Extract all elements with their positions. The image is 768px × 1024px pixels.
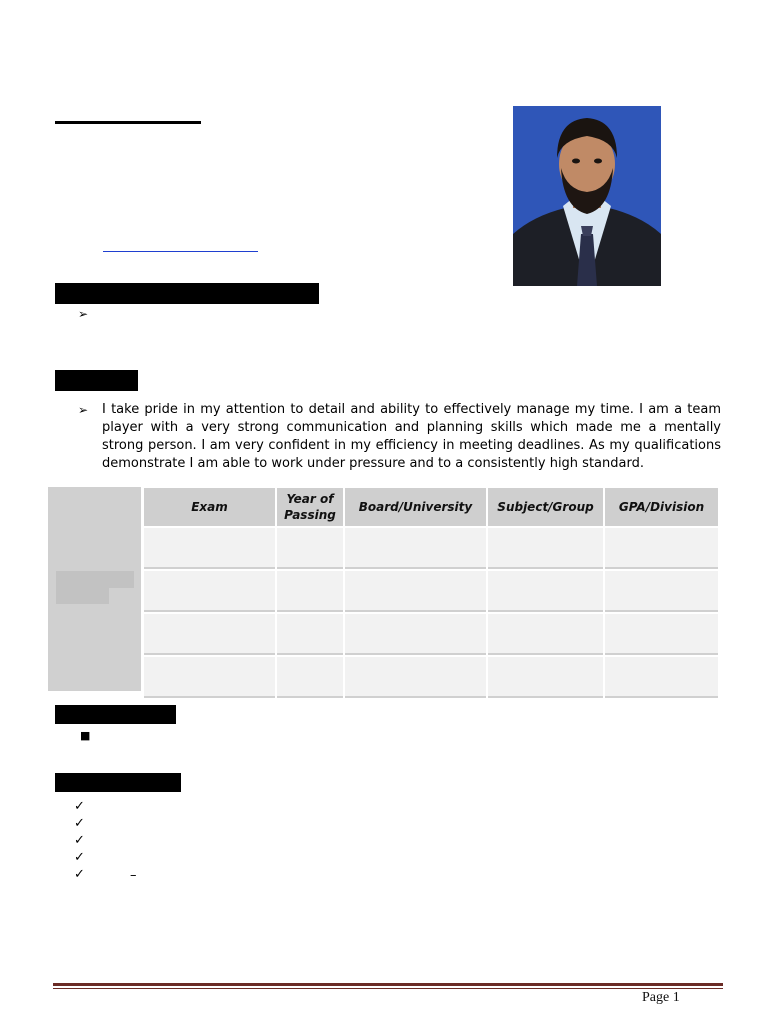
table-cell [144, 528, 275, 569]
objective-text: I take pride in my attention to detail and ability to effectively manage my time. I am a team player with a very strong communication and planning skills which made me a mentally strong person. I am very confident in my efficiency in meeting deadlines. As my qualifications demonstrate I am able to work under pressure and to a consistently high standard. [102, 402, 721, 471]
column-header: Subject/Group [488, 488, 603, 526]
detail-dash: – [130, 868, 137, 883]
section-heading-career-objective [55, 283, 319, 304]
profile-photo [513, 106, 661, 286]
check-icon: ✓ [74, 850, 85, 865]
table-cell [345, 657, 486, 698]
side-label-line [56, 571, 134, 588]
table-cell [277, 614, 343, 655]
section-heading-profile [55, 370, 138, 391]
footer-rule [53, 983, 723, 986]
table-row [144, 528, 718, 569]
portrait-image [513, 106, 661, 286]
table-cell [488, 528, 603, 569]
page-number: Page 1 [642, 990, 680, 1005]
table-cell [488, 614, 603, 655]
side-label-line [56, 588, 109, 604]
square-bullet-icon: ■ [80, 729, 91, 742]
section-heading-personal-details [55, 773, 181, 792]
table-header-row [144, 488, 718, 526]
table-cell [277, 657, 343, 698]
table-cell [144, 657, 275, 698]
table-cell [605, 528, 718, 569]
check-icon: ✓ [74, 816, 85, 831]
check-icon: ✓ [74, 867, 85, 882]
table-cell [488, 571, 603, 612]
section-bullet: ➢ [78, 307, 89, 321]
table-cell [345, 528, 486, 569]
column-header: Exam [144, 488, 275, 526]
arrow-bullet-icon: ➢ [78, 403, 89, 417]
column-header: Board/University [345, 488, 486, 526]
check-icon: ✓ [74, 833, 85, 848]
table-cell [345, 571, 486, 612]
section-heading-skills [55, 705, 176, 724]
table-row [144, 657, 718, 698]
column-header: GPA/Division [605, 488, 718, 526]
table-cell [605, 571, 718, 612]
table-row [144, 571, 718, 612]
check-icon: ✓ [74, 799, 85, 814]
footer-rule-thin [53, 988, 723, 989]
table-cell [605, 657, 718, 698]
table-cell [277, 571, 343, 612]
table-cell [605, 614, 718, 655]
name-underline [55, 121, 201, 124]
table-cell [144, 614, 275, 655]
table-cell [277, 528, 343, 569]
education-side-label [48, 487, 141, 691]
email-link[interactable] [103, 251, 258, 252]
objective-paragraph [78, 401, 721, 473]
table-cell [144, 571, 275, 612]
column-header: Year of Passing [277, 488, 343, 526]
table-cell [488, 657, 603, 698]
table-row [144, 614, 718, 655]
education-table [142, 486, 720, 700]
table-cell [345, 614, 486, 655]
